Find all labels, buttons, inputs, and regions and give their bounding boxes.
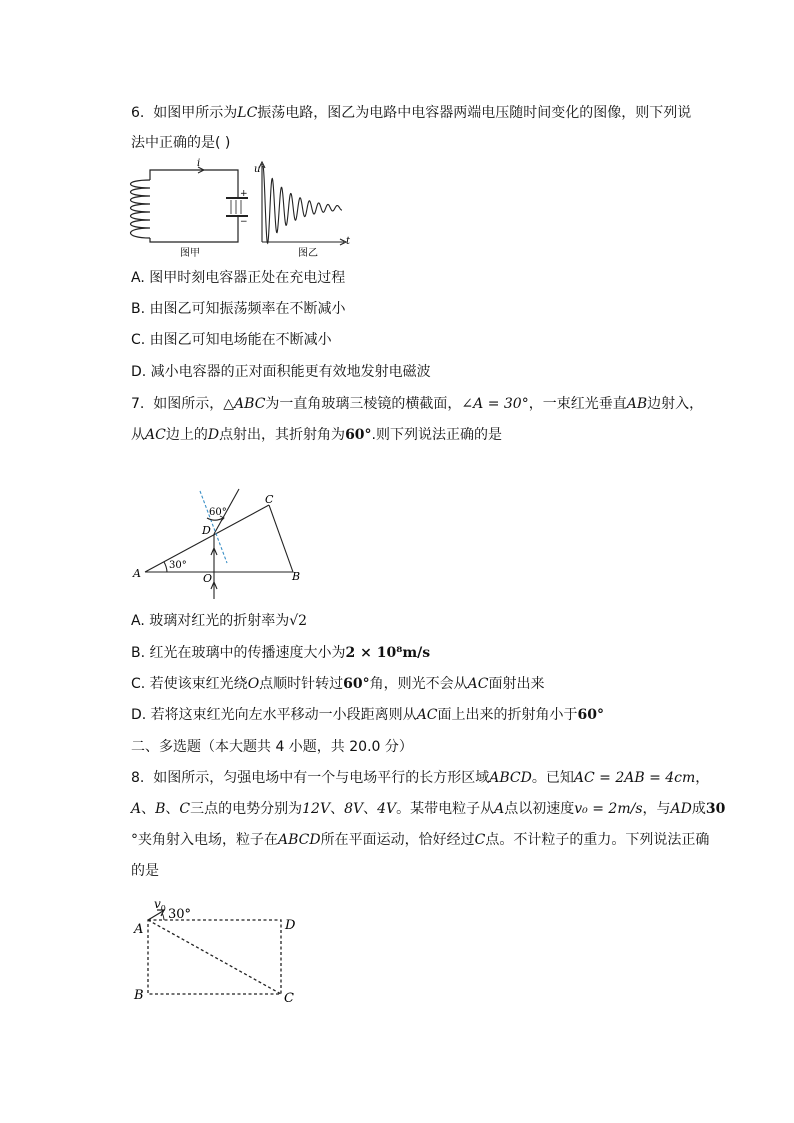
- current-label: i: [197, 158, 201, 169]
- q7-option-c: C. 若使该束红光绕O点顺时针转过60°角，则光不会从AC面射出来: [131, 676, 545, 692]
- section-heading-multiple-choice: 二、多选题（本大题共 4 小题，共 20.0 分）: [131, 739, 413, 755]
- damped-oscillation-curve: [263, 166, 342, 243]
- q7-prism-figure: [125, 485, 310, 607]
- q6-option-a: A. 图甲时刻电容器正处在充电过程: [131, 270, 346, 286]
- q7-line-1: 7. 如图所示，△ABC为一直角玻璃三棱镜的横截面，∠A = 30°，一束红光垂直AB边射入，: [131, 396, 704, 412]
- q7-number: 7.: [131, 396, 145, 412]
- angle-arc: [162, 913, 164, 920]
- label-d: D: [285, 918, 296, 933]
- side-bc: [269, 505, 293, 572]
- angle-60-arc: [207, 518, 223, 520]
- q8-rectangle-figure: [128, 890, 308, 1008]
- label-a: A: [134, 922, 144, 937]
- q6-line-1: 6. 如图甲所示为LC振荡电路，图乙为电路中电容器两端电压随时间变化的图像，则下列说: [131, 105, 692, 121]
- q8-line-2: A、B、C三点的电势分别为12V、8V、4V。某带电粒子从A点以初速度v₀ = 2m/s，与AD成30: [131, 801, 726, 817]
- capacitor-plus-sign: +: [240, 189, 248, 199]
- lc-circuit-diagram: [131, 167, 249, 242]
- label-o: O: [203, 572, 213, 585]
- u-axis-label: u: [254, 164, 261, 175]
- q8-line-3: °夹角射入电场，粒子在ABCD所在平面运动，恰好经过C点。不计粒子的重力。下列说法正确: [131, 832, 710, 848]
- q6-option-d: D. 减小电容器的正对面积能更有效地发射电磁波: [131, 364, 431, 380]
- label-c: C: [265, 493, 274, 506]
- label-b: B: [292, 570, 301, 583]
- velocity-label: $v_0$: [154, 897, 166, 913]
- q8-number: 8.: [131, 770, 145, 786]
- label-a: A: [133, 567, 141, 580]
- capacitor-minus-sign: −: [240, 217, 248, 227]
- t-axis-label: t: [346, 236, 351, 247]
- side-ac: [145, 505, 269, 572]
- angle-label: 30°: [168, 907, 192, 922]
- label-c: C: [284, 991, 294, 1006]
- q7-option-b: B. 红光在玻璃中的传播速度大小为2 × 10⁸m/s: [131, 645, 431, 661]
- q7-option-a: A. 玻璃对红光的折射率为√2: [131, 613, 308, 629]
- q8-line-4: 的是: [131, 863, 159, 879]
- angle-30-label: 30°: [169, 560, 187, 571]
- angle-30-arc: [164, 562, 167, 572]
- label-b: B: [134, 988, 144, 1003]
- q7-option-d: D. 若将这束红光向左水平移动一小段距离则从AC面上出来的折射角小于60°: [131, 707, 604, 723]
- q8-line-1: 8. 如图所示，匀强电场中有一个与电场平行的长方形区域ABCD。已知AC = 2AB = 4cm，: [131, 770, 710, 786]
- q6-line-2: 法中正确的是( ): [131, 135, 231, 151]
- fig-a-caption: 图甲: [180, 248, 200, 259]
- q6-figure: [120, 158, 360, 260]
- q7-line-2: 从AC边上的D点射出，其折射角为60°.则下列说法正确的是: [131, 427, 502, 443]
- diagonal-ac: [148, 920, 281, 994]
- q6-option-c: C. 由图乙可知电场能在不断减小: [131, 332, 332, 348]
- q6-option-b: B. 由图乙可知振荡频率在不断减小: [131, 301, 346, 317]
- q6-number: 6.: [131, 105, 145, 121]
- label-d: D: [202, 524, 211, 537]
- fig-b-caption: 图乙: [298, 248, 318, 259]
- voltage-time-graph: [259, 162, 346, 245]
- angle-60-label: 60°: [209, 507, 227, 518]
